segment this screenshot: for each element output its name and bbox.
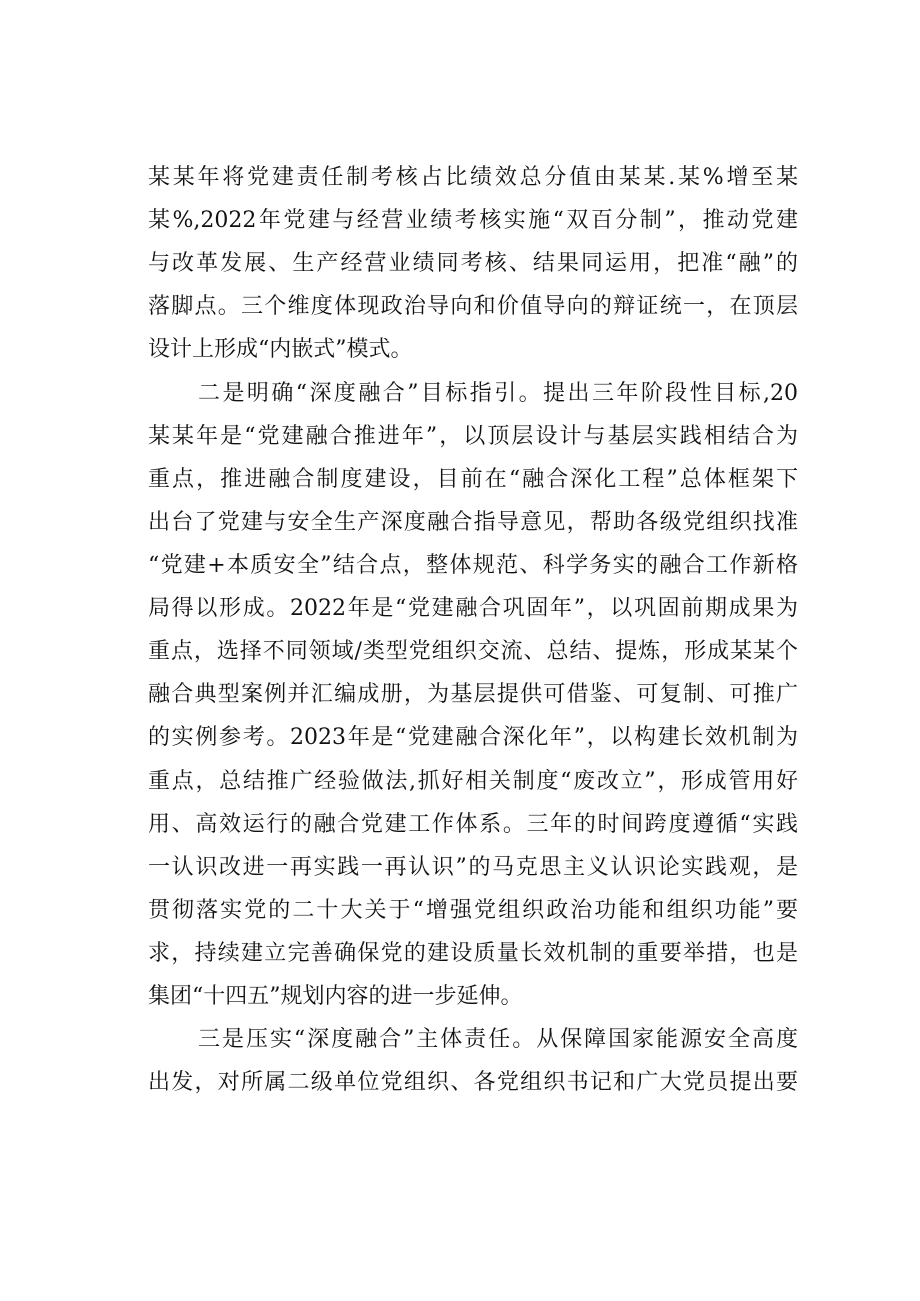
text-line: 重点，总结推广经验做法,抓好相关制度“废改立”，形成管用好 [148,769,798,794]
text-line: 重点，推进融合制度建设，目前在“融合深化工程”总体框架下 [148,467,798,492]
text-line: 一认识改进一再实践一再认识”的马克思主义认识论实践观，是 [148,855,798,880]
text-line: 某某年是“党建融合推进年”，以顶层设计与基层实践相结合为 [148,424,798,449]
text-line: 集团“十四五”规划内容的进一步延伸。 [148,984,523,1009]
text-line: 落脚点。三个维度体现政治导向和价值导向的辩证统一，在顶层 [148,294,798,319]
text-line: 的实例参考。2023年是“党建融合深化年”，以构建长效机制为 [148,725,798,750]
paragraph-heading-line: 二是明确“深度融合”目标指引。提出三年阶段性目标,20 [198,381,798,406]
text-line: 求，持续建立完善确保党的建设质量长效机制的重要举措，也是 [148,941,798,966]
text-line: 某某年将党建责任制考核占比绩效总分值由某某.某%增至某 [148,165,798,190]
text-line: 某%,2022年党建与经营业绩考核实施“双百分制”，推动党建 [148,208,798,233]
text-line: “党建+本质安全”结合点，整体规范、科学务实的融合工作新格 [148,553,798,578]
text-line: 用、高效运行的融合党建工作体系。三年的时间跨度遵循“实践 [148,812,798,837]
text-line: 出发，对所属二级单位党组织、各党组织书记和广大党员提出要 [148,1070,798,1095]
text-line: 与改革发展、生产经营业绩同考核、结果同运用，把准“融”的 [148,251,798,276]
text-line: 设计上形成“内嵌式”模式。 [148,337,413,362]
text-line: 融合典型案例并汇编成册，为基层提供可借鉴、可复制、可推广 [148,682,798,707]
text-line: 重点，选择不同领域/类型党组织交流、总结、提炼，形成某某个 [148,639,798,664]
text-line: 贯彻落实党的二十大关于“增强党组织政治功能和组织功能”要 [148,898,798,923]
text-line: 局得以形成。2022年是“党建融合巩固年”，以巩固前期成果为 [148,596,798,621]
paragraph-heading-line: 三是压实“深度融合”主体责任。从保障国家能源安全高度 [198,1027,798,1052]
text-line: 出台了党建与安全生产深度融合指导意见，帮助各级党组织找准 [148,510,798,535]
